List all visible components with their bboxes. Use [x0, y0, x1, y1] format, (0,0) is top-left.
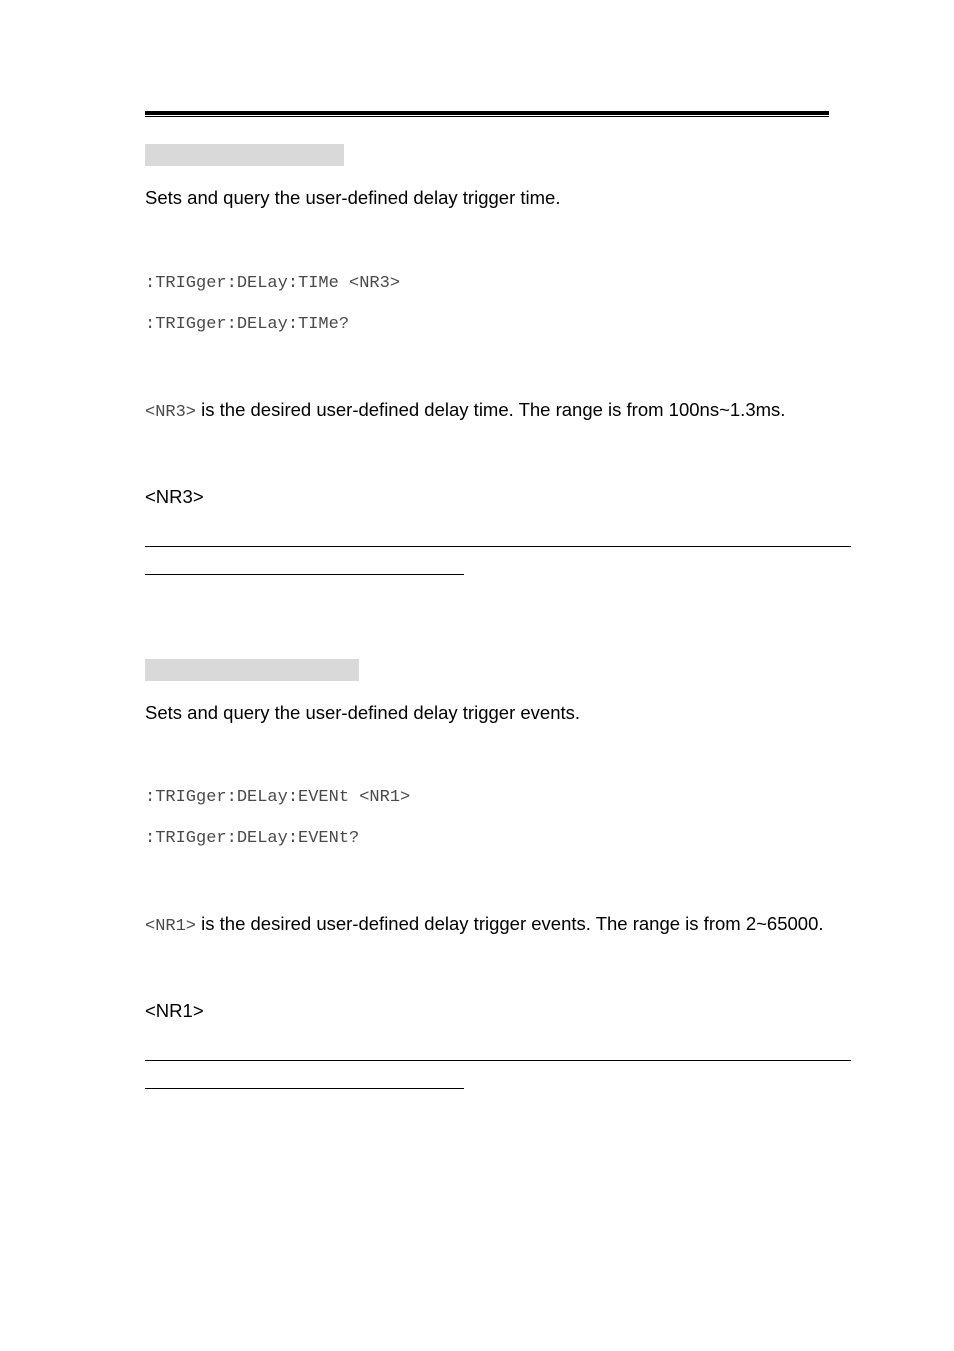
- section-time-parameter: [145, 399, 785, 424]
- section-time-example-line-long: [145, 546, 851, 547]
- section-event-example-line-short: [145, 1088, 464, 1089]
- section-event-syntax-query: :TRIGger:DELay:EVENt?: [145, 829, 360, 848]
- section-time-heading-highlight: [145, 144, 344, 166]
- section-time-syntax-set: :TRIGger:DELay:TIMe <NR3>: [145, 274, 401, 293]
- section-event-param-text: is the desired user-defined delay trigger events. The range is from 2~65000.: [196, 913, 824, 934]
- section-event-return-value: <NR1>: [145, 1000, 204, 1021]
- section-time-param-text: is the desired user-defined delay time. The range is from 100ns~1.3ms.: [196, 399, 786, 420]
- section-event-heading-highlight: [145, 659, 359, 681]
- section-time-param-code: <NR3>: [145, 403, 197, 422]
- section-time-description: Sets and query the user-defined delay trigger time.: [145, 187, 561, 208]
- section-event-example-line-long: [145, 1060, 851, 1061]
- section-time-example-line-short: [145, 574, 464, 575]
- section-event-syntax-set: :TRIGger:DELay:EVENt <NR1>: [145, 788, 411, 807]
- header-rule-thick: [145, 111, 829, 115]
- section-time-return-value: <NR3>: [145, 486, 204, 507]
- section-event-param-code: <NR1>: [145, 917, 197, 936]
- header-rule-thin: [145, 116, 829, 117]
- section-event-parameter: [145, 913, 824, 938]
- section-event-description: Sets and query the user-defined delay trigger events.: [145, 702, 581, 723]
- section-time-syntax-query: :TRIGger:DELay:TIMe?: [145, 315, 350, 334]
